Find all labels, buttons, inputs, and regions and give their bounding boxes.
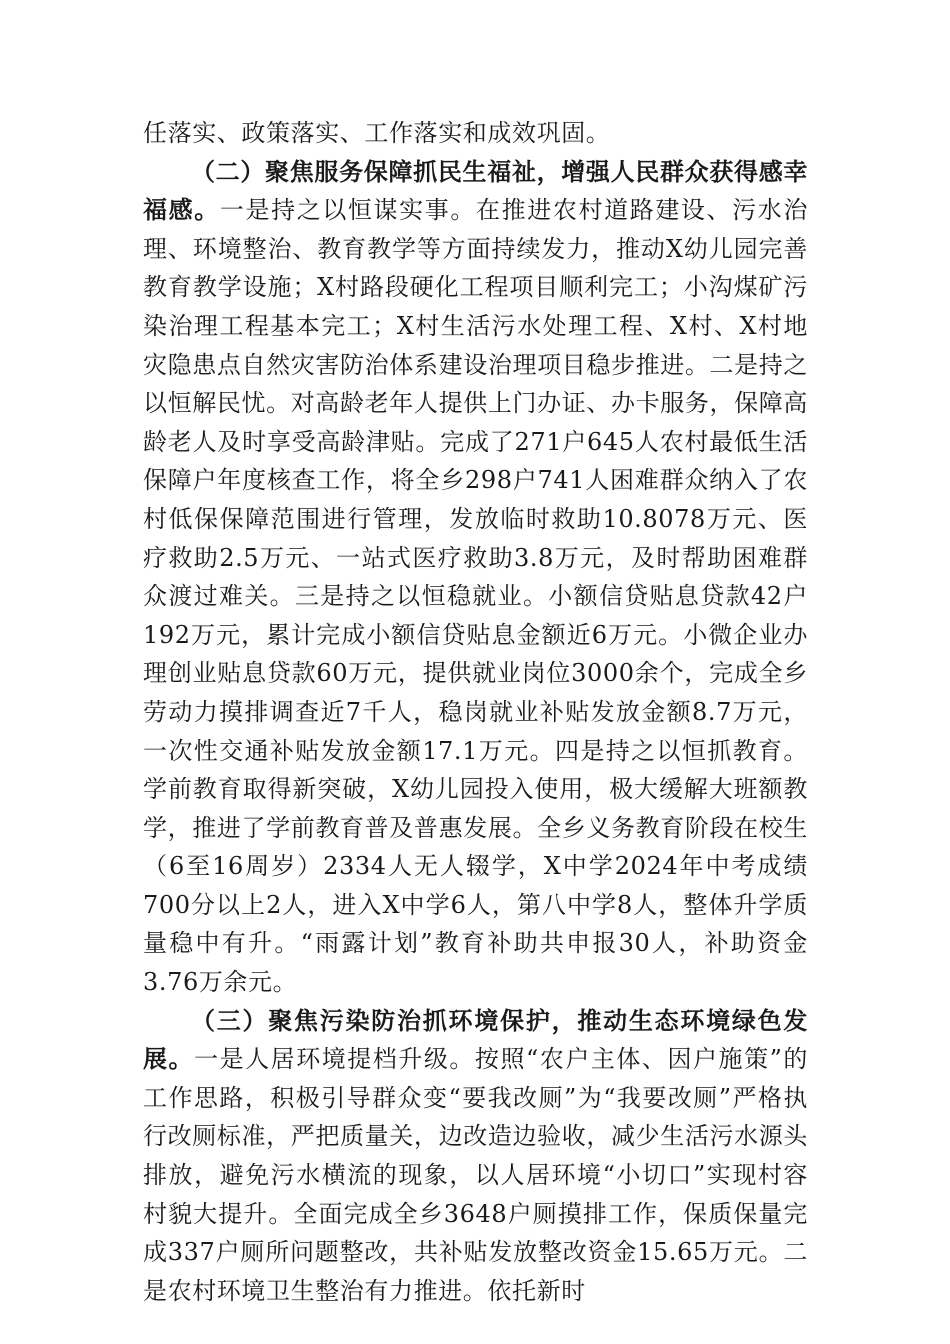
section-3-body: 一是人居环境提档升级。按照“农户主体、因户施策”的工作思路，积极引导群众变“要我改厕”为“我要改厕”严格执行改厕标准，严把质量关，边改造边验收，减少生活污水源头排放，避免污水横流的现象，以人居环境“小切口”实现村容村貌大提升。全面完成全乡3648户厕摸排工作，保质保量完成337户厕所问题整改，共补贴发放整改资金15.65万元。二是农村环境卫生整治有力推进。依托新时	[143, 1045, 808, 1305]
section-3-heading: （三）聚焦污染防治抓环境保护，推动生态环境绿色发展。	[143, 1005, 808, 1074]
section-2-heading: （二）聚焦服务保障抓民生福祉，增强人民群众获得感幸福感。	[143, 156, 808, 225]
paragraph-continuation: 任落实、政策落实、工作落实和成效巩固。	[143, 119, 611, 147]
paragraph-section-2	[143, 153, 808, 1002]
paragraph-section-3	[143, 1002, 808, 1311]
section-2-body: 一是持之以恒谋实事。在推进农村道路建设、污水治理、环境整治、教育教学等方面持续发力，推动X幼儿园完善教育教学设施；X村路段硬化工程项目顺利完工；小沟煤矿污染治理工程基本完工；X村生活污水处理工程、X村、X村地灾隐患点自然灾害防治体系建设治理项目稳步推进。二是持之以恒解民忧。对高龄老年人提供上门办证、办卡服务，保障高龄老人及时享受高龄津贴。完成了271户645人农村最低生活保障户年度核查工作，将全乡298户741人困难群众纳入了农村低保保障范围进行管理，发放临时救助10.8078万元、医疗救助2.5万元、一站式医疗救助3.8万元，及时帮助困难群众渡过难关。三是持之以恒稳就业。小额信贷贴息贷款42户192万元，累计完成小额信贷贴息金额近6万元。小微企业办理创业贴息贷款60万元，提供就业岗位3000余个，完成全乡劳动力摸排调查近7千人，稳岗就业补贴发放金额8.7万元，一次性交通补贴发放金额17.1万元。四是持之以恒抓教育。学前教育取得新突破，X幼儿园投入使用，极大缓解大班额教学，推进了学前教育普及普惠发展。全乡义务教育阶段在校生（6至16周岁）2334人无人辍学，X中学2024年中考成绩700分以上2人，进入X中学6人，第八中学8人，整体升学质量稳中有升。“雨露计划”教育补助共申报30人，补助资金3.76万余元。	[143, 196, 808, 997]
document-page	[143, 114, 808, 1310]
